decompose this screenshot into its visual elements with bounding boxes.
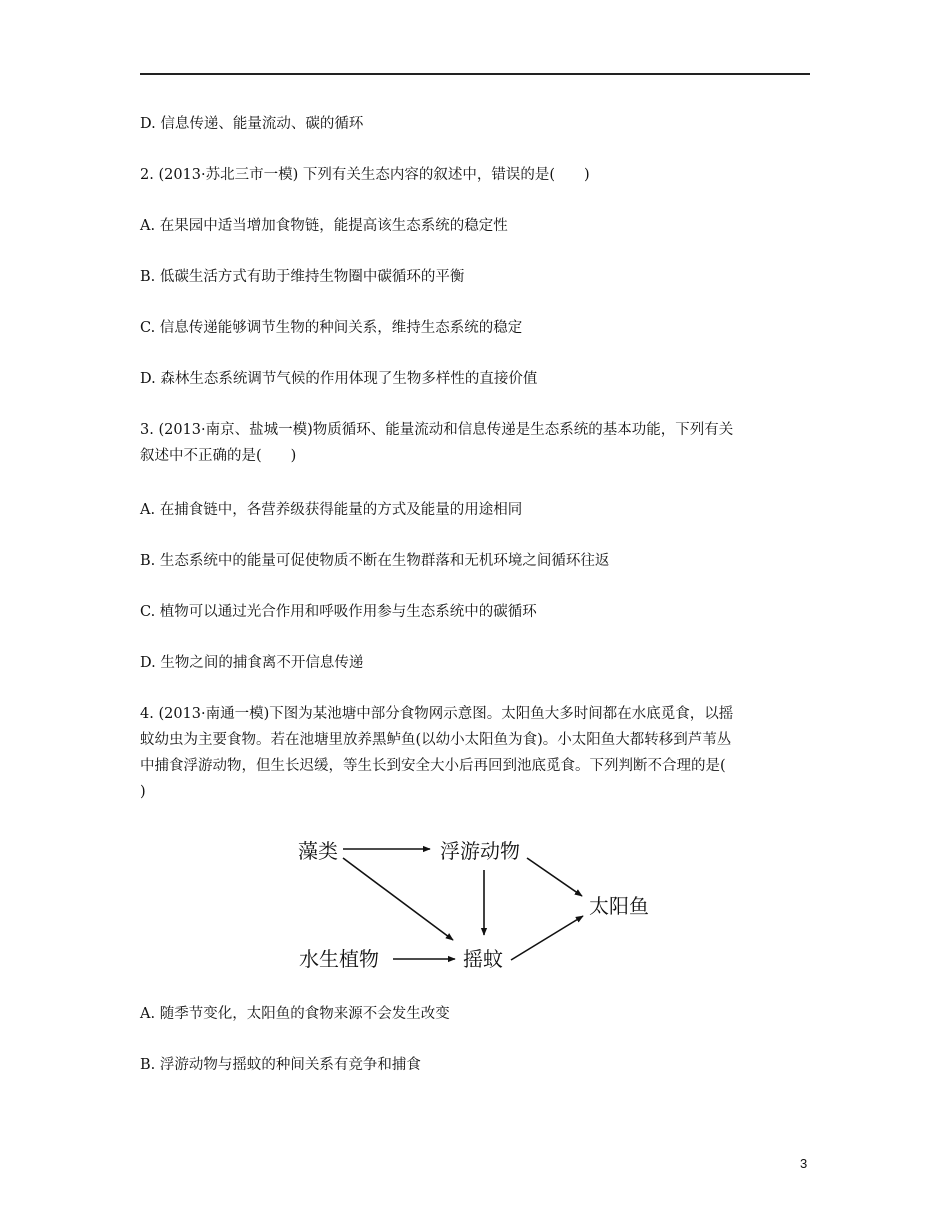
node-aquatic-plants: 水生植物 [299, 947, 379, 971]
q4-stem-line: 蚊幼虫为主要食物。若在池塘里放养黑鲈鱼(以幼小太阳鱼为食)。小太阳鱼大都转移到芦苇丛 [140, 732, 732, 748]
arrow-algae-to-midge [343, 858, 453, 940]
q2-stem: 2. (2013·苏北三市一模) 下列有关生态内容的叙述中，错误的是( ) [140, 167, 590, 183]
q3-option-a: A. 在捕食链中，各营养级获得能量的方式及能量的用途相同 [140, 502, 523, 518]
q4-option-a: A. 随季节变化，太阳鱼的食物来源不会发生改变 [140, 1006, 450, 1022]
node-midge: 摇蚊 [463, 947, 503, 971]
q2-option-c: C. 信息传递能够调节生物的种间关系，维持生态系统的稳定 [140, 320, 523, 336]
q4-stem-line: ) [140, 784, 146, 800]
q3-option-c: C. 植物可以通过光合作用和呼吸作用参与生态系统中的碳循环 [140, 604, 537, 620]
q4-stem-line: 4. (2013·南通一模)下图为某池塘中部分食物网示意图。太阳鱼大多时间都在水底觅食，以摇 [140, 706, 734, 722]
q2-option-b: B. 低碳生活方式有助于维持生物圈中碳循环的平衡 [140, 269, 465, 285]
q4-stem-line: 中捕食浮游动物，但生长迟缓，等生长到安全大小后再回到池底觅食。下列判断不合理的是( [140, 758, 726, 774]
q2-option-d: D. 森林生态系统调节气候的作用体现了生物多样性的直接价值 [140, 371, 538, 387]
node-algae: 藻类 [298, 839, 338, 863]
arrow-zooplankton-to-sunfish [527, 858, 582, 896]
page-number: 3 [800, 1156, 808, 1171]
q3-stem-line: 叙述中不正确的是( ) [140, 448, 297, 464]
q3-option-b: B. 生态系统中的能量可促使物质不断在生物群落和无机环境之间循环往返 [140, 553, 610, 569]
q2-option-a: A. 在果园中适当增加食物链，能提高该生态系统的稳定性 [140, 218, 508, 234]
prev-option-d: D. 信息传递、能量流动、碳的循环 [140, 116, 364, 132]
arrow-midge-to-sunfish [511, 916, 583, 960]
q3-option-d: D. 生物之间的捕食离不开信息传递 [140, 655, 364, 671]
q4-option-b: B. 浮游动物与摇蚊的种间关系有竞争和捕食 [140, 1057, 421, 1073]
node-zooplankton: 浮游动物 [440, 839, 520, 863]
q3-stem-line: 3. (2013·南京、盐城一模)物质循环、能量流动和信息传递是生态系统的基本功能，下列有关 [140, 422, 734, 438]
node-sunfish: 太阳鱼 [589, 894, 649, 918]
